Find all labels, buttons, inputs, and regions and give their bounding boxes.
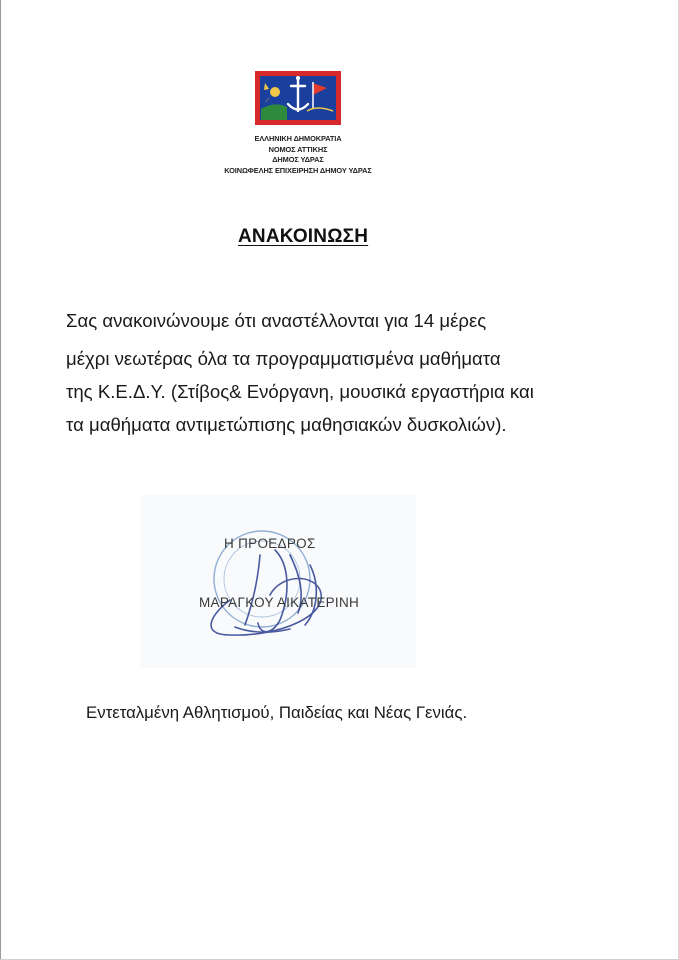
header-line-country: ΕΛΛΗΝΙΚΗ ΔΗΜΟΚΡΑΤΙΑ [254, 134, 342, 143]
stamp-and-signature-icon [140, 495, 416, 668]
hydra-emblem-icon [255, 71, 341, 125]
signatory-name: ΜΑΡΑΓΚΟΥ ΑΙΚΑΤΕΡΙΝΗ [199, 595, 360, 610]
signature-block [140, 495, 416, 668]
signatory-role: Εντεταλμένη Αθλητισμού, Παιδείας και Νέας Γενιάς. [86, 703, 468, 722]
header-line-prefecture: ΝΟΜΟΣ ΑΤΤΙΚΗΣ [268, 144, 328, 154]
header-line-enterprise: ΚΟΙΝΩΦΕΛΗΣ ΕΠΙΧΕΙΡΗΣΗ ΔΗΜΟΥ ΥΔΡΑΣ [224, 165, 372, 175]
announcement-title: ΑΝΑΚΟΙΝΩΣΗ [238, 226, 369, 247]
page-left-edge [0, 0, 1, 960]
body-line: τα μαθήματα αντιμετώπισης μαθησιακών δυσκολιών). [66, 414, 507, 435]
body-line: Σας ανακοινώνουμε ότι αναστέλλονται για 14 μέρες [66, 310, 487, 331]
body-line: της Κ.Ε.Δ.Υ. (Στίβος& Ενόργανη, μουσικά εργαστήρια και [66, 381, 534, 402]
signatory-title: Η ΠΡΟΕΔΡΟΣ [224, 536, 316, 551]
document-header [200, 134, 396, 176]
body-line: μέχρι νεωτέρας όλα τα προγραμματισμένα μαθήματα [66, 348, 501, 369]
header-line-municipality: ΔΗΜΟΣ ΥΔΡΑΣ [272, 155, 324, 164]
